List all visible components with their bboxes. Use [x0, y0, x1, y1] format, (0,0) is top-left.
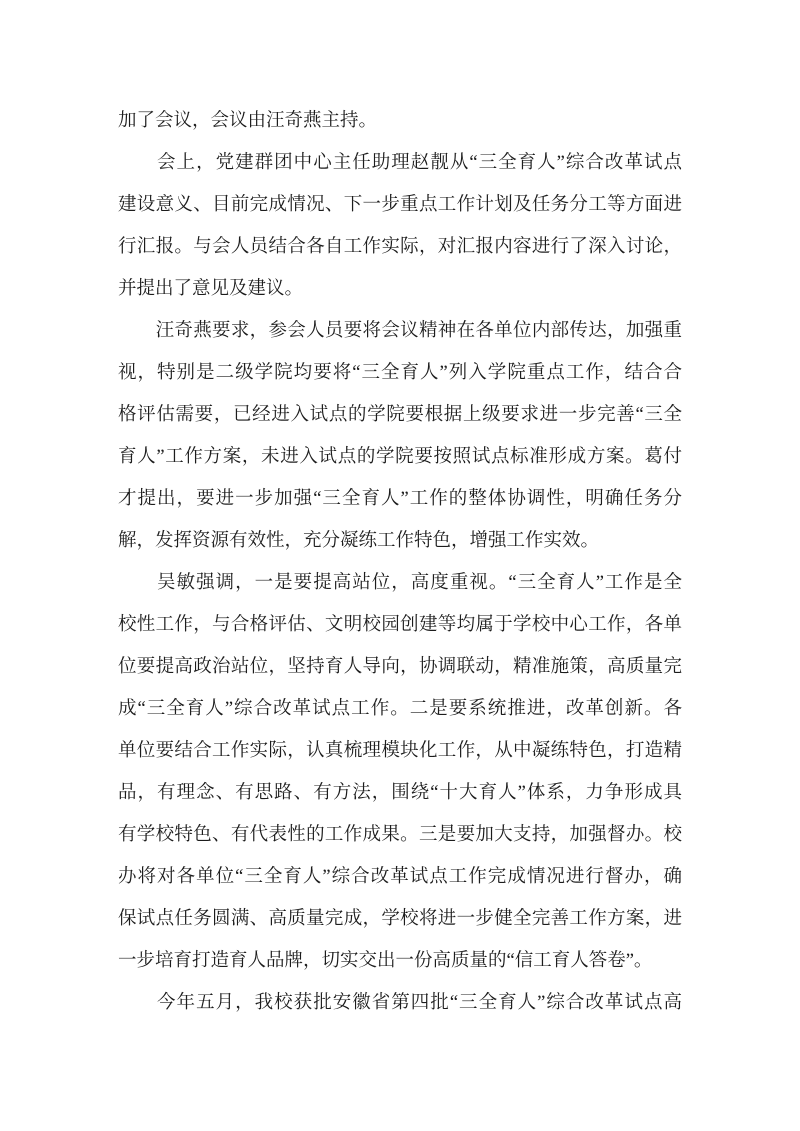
paragraph: [118, 982, 682, 1024]
text-line: 今年五月，我校获批安徽省第四批“三全育人”综合改革试点高: [118, 993, 682, 1013]
text-line: 育人”工作方案，未进入试点的学院要按照试点标准形成方案。葛付: [118, 447, 682, 467]
text-line: 一步培育打造育人品牌，切实交出一份高质量的“信工育人答卷”。: [118, 951, 653, 971]
text-line: 建设意义、目前完成情况、下一步重点工作计划及任务分工等方面进: [118, 195, 682, 215]
text-line: 格评估需要，已经进入试点的学院要根据上级要求进一步完善“三全: [118, 405, 682, 425]
text-line: 单位要结合工作实际，认真梳理模块化工作，从中凝练特色，打造精: [118, 741, 682, 761]
text-line: 行汇报。与会人员结合各自工作实际，对汇报内容进行了深入讨论，: [118, 237, 682, 257]
paragraph: [118, 562, 682, 982]
paragraph: [118, 310, 682, 562]
text-line: 校性工作，与合格评估、文明校园创建等均属于学校中心工作，各单: [118, 615, 682, 635]
text-line: 有学校特色、有代表性的工作成果。三是要加大支持，加强督办。校: [118, 825, 682, 845]
text-line: 吴敏强调，一是要提高站位，高度重视。“三全育人”工作是全: [118, 573, 682, 593]
document-body: [118, 100, 682, 1024]
text-line: 位要提高政治站位，坚持育人导向，协调联动，精准施策，高质量完: [118, 657, 682, 677]
text-line: 解，发挥资源有效性，充分凝练工作特色，增强工作实效。: [118, 531, 600, 551]
text-line: 并提出了意见及建议。: [118, 279, 304, 299]
text-line: 成“三全育人”综合改革试点工作。二是要系统推进，改革创新。各: [118, 699, 682, 719]
text-line: 会上，党建群团中心主任助理赵靓从“三全育人”综合改革试点: [118, 153, 682, 173]
paragraph: [118, 142, 682, 310]
text-line: 汪奇燕要求，参会人员要将会议精神在各单位内部传达，加强重: [118, 321, 682, 341]
text-line: 才提出，要进一步加强“三全育人”工作的整体协调性，明确任务分: [118, 489, 682, 509]
text-line: 视，特别是二级学院均要将“三全育人”列入学院重点工作，结合合: [118, 363, 682, 383]
text-line: 保试点任务圆满、高质量完成，学校将进一步健全完善工作方案，进: [118, 909, 682, 929]
text-line: 办将对各单位“三全育人”综合改革试点工作完成情况进行督办，确: [118, 867, 682, 887]
text-line: 品，有理念、有思路、有方法，围绕“十大育人”体系，力争形成具: [118, 783, 682, 803]
text-line: 加了会议，会议由汪奇燕主持。: [118, 111, 378, 131]
paragraph: [118, 100, 682, 142]
